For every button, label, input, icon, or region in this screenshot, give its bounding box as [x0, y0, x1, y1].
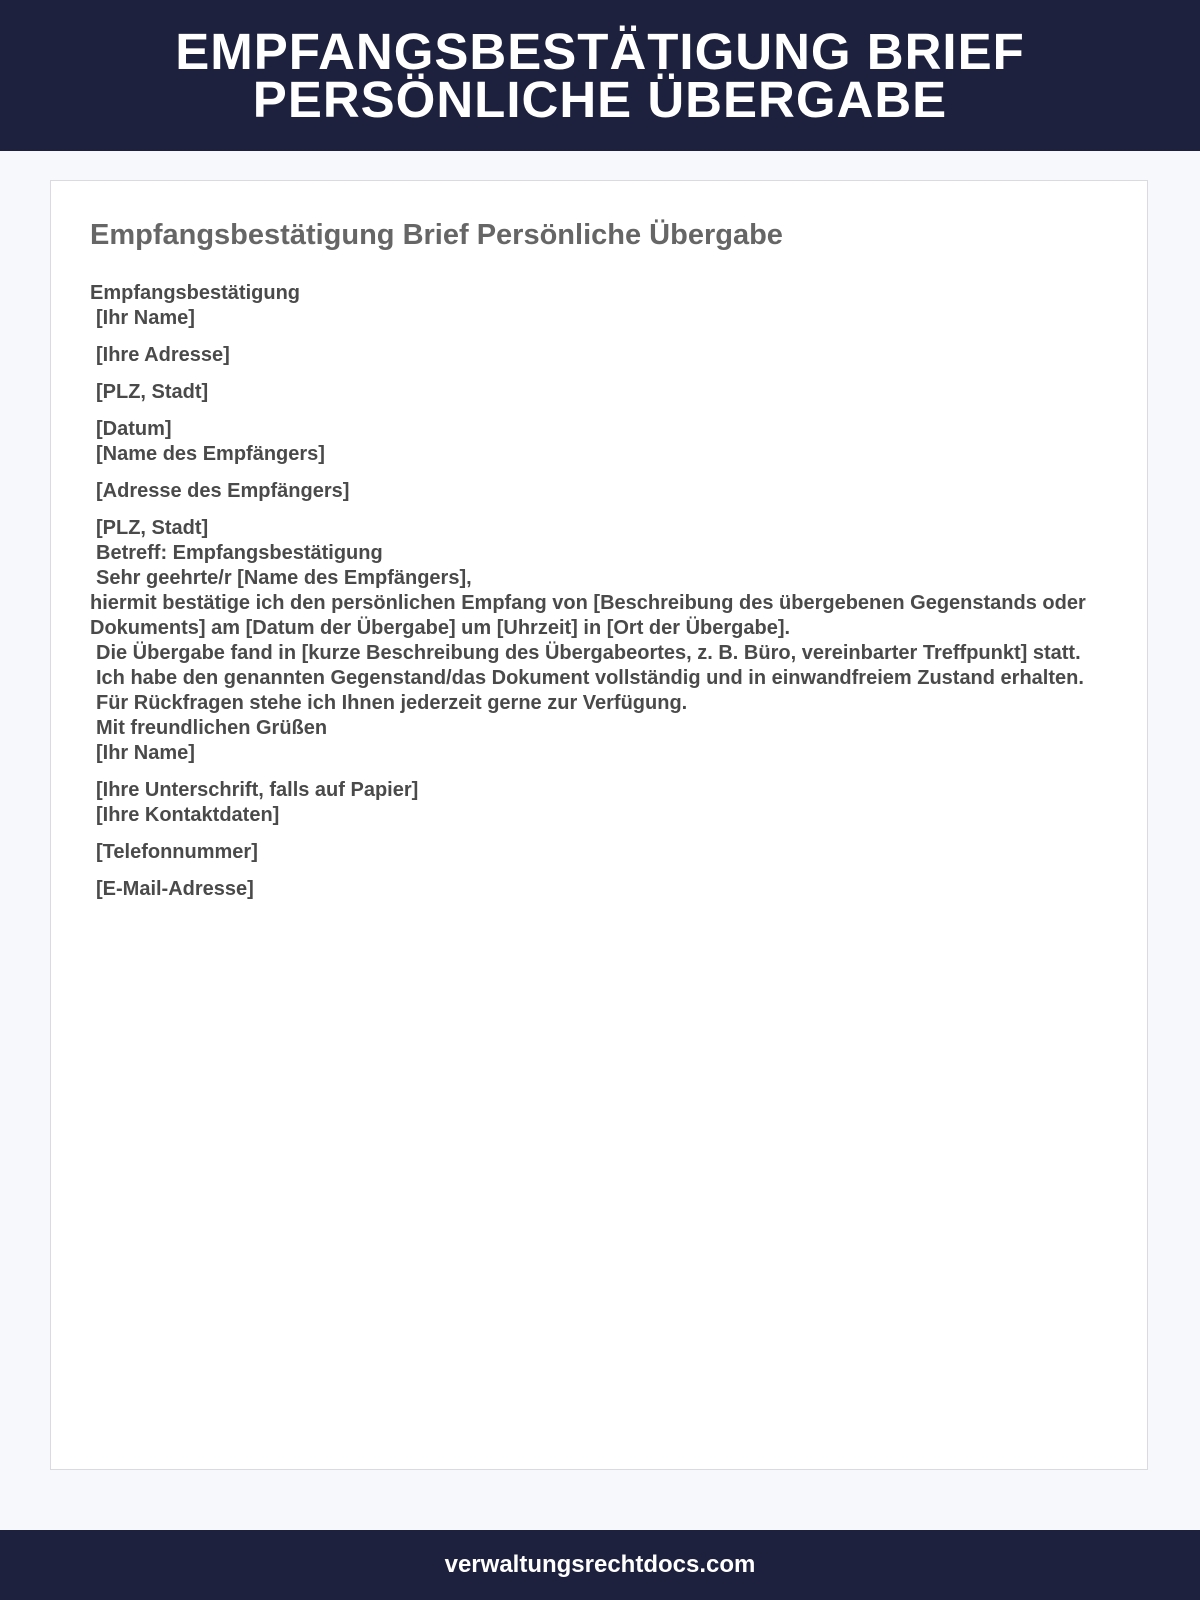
footer-bar [0, 1530, 1200, 1600]
doc-line-sender-name: [Ihr Name] [96, 307, 195, 329]
doc-line-questions: Für Rückfragen stehe ich Ihnen jederzeit gerne zur Verfügung. [96, 692, 688, 714]
doc-line-recipient-city: [PLZ, Stadt] [96, 517, 209, 539]
doc-line-heading: Empfangsbestätigung [90, 282, 301, 304]
doc-line-condition: Ich habe den genannten Gegenstand/das Dokument vollständig und in einwandfreiem Zustand erhalten. [96, 667, 1084, 689]
document-card [50, 180, 1148, 1470]
header-title-line-2: PERSÖNLICHE ÜBERGABE [252, 70, 948, 128]
doc-line-signature-name: [Ihr Name] [96, 742, 195, 764]
document-title: Empfangsbestätigung Brief Persönliche Übergabe [90, 219, 783, 251]
header-banner [0, 0, 1200, 151]
doc-line-handover-place: Die Übergabe fand in [kurze Beschreibung des Übergabeortes, z. B. Büro, vereinbarter Treffpunkt] statt. [96, 642, 1081, 664]
doc-line-sender-city: [PLZ, Stadt] [96, 381, 209, 403]
doc-line-subject: Betreff: Empfangsbestätigung [96, 542, 383, 564]
doc-line-confirmation: hiermit bestätige ich den persönlichen Empfang von [Beschreibung des übergebenen Gegenstands oder Dokuments] am [Datum der Übergabe] um [Uhrzeit] in [Ort der Übergabe]. [90, 592, 1086, 639]
doc-line-recipient-address: [Adresse des Empfängers] [96, 480, 350, 502]
doc-line-contact-details: [Ihre Kontaktdaten] [96, 804, 280, 826]
doc-line-signature: [Ihre Unterschrift, falls auf Papier] [96, 779, 419, 801]
doc-line-recipient-name: [Name des Empfängers] [96, 443, 325, 465]
document-body [90, 281, 1130, 902]
header-title-line-1: EMPFANGSBESTÄTIGUNG BRIEF [175, 22, 1025, 80]
doc-line-email: [E-Mail-Adresse] [96, 878, 254, 900]
doc-line-phone: [Telefonnummer] [96, 841, 258, 863]
doc-line-closing: Mit freundlichen Grüßen [96, 717, 328, 739]
footer-site-link[interactable]: verwaltungsrechtdocs.com [444, 1551, 756, 1578]
doc-line-salutation: Sehr geehrte/r [Name des Empfängers], [96, 567, 472, 589]
doc-line-date: [Datum] [96, 418, 172, 440]
doc-line-sender-address: [Ihre Adresse] [96, 344, 230, 366]
